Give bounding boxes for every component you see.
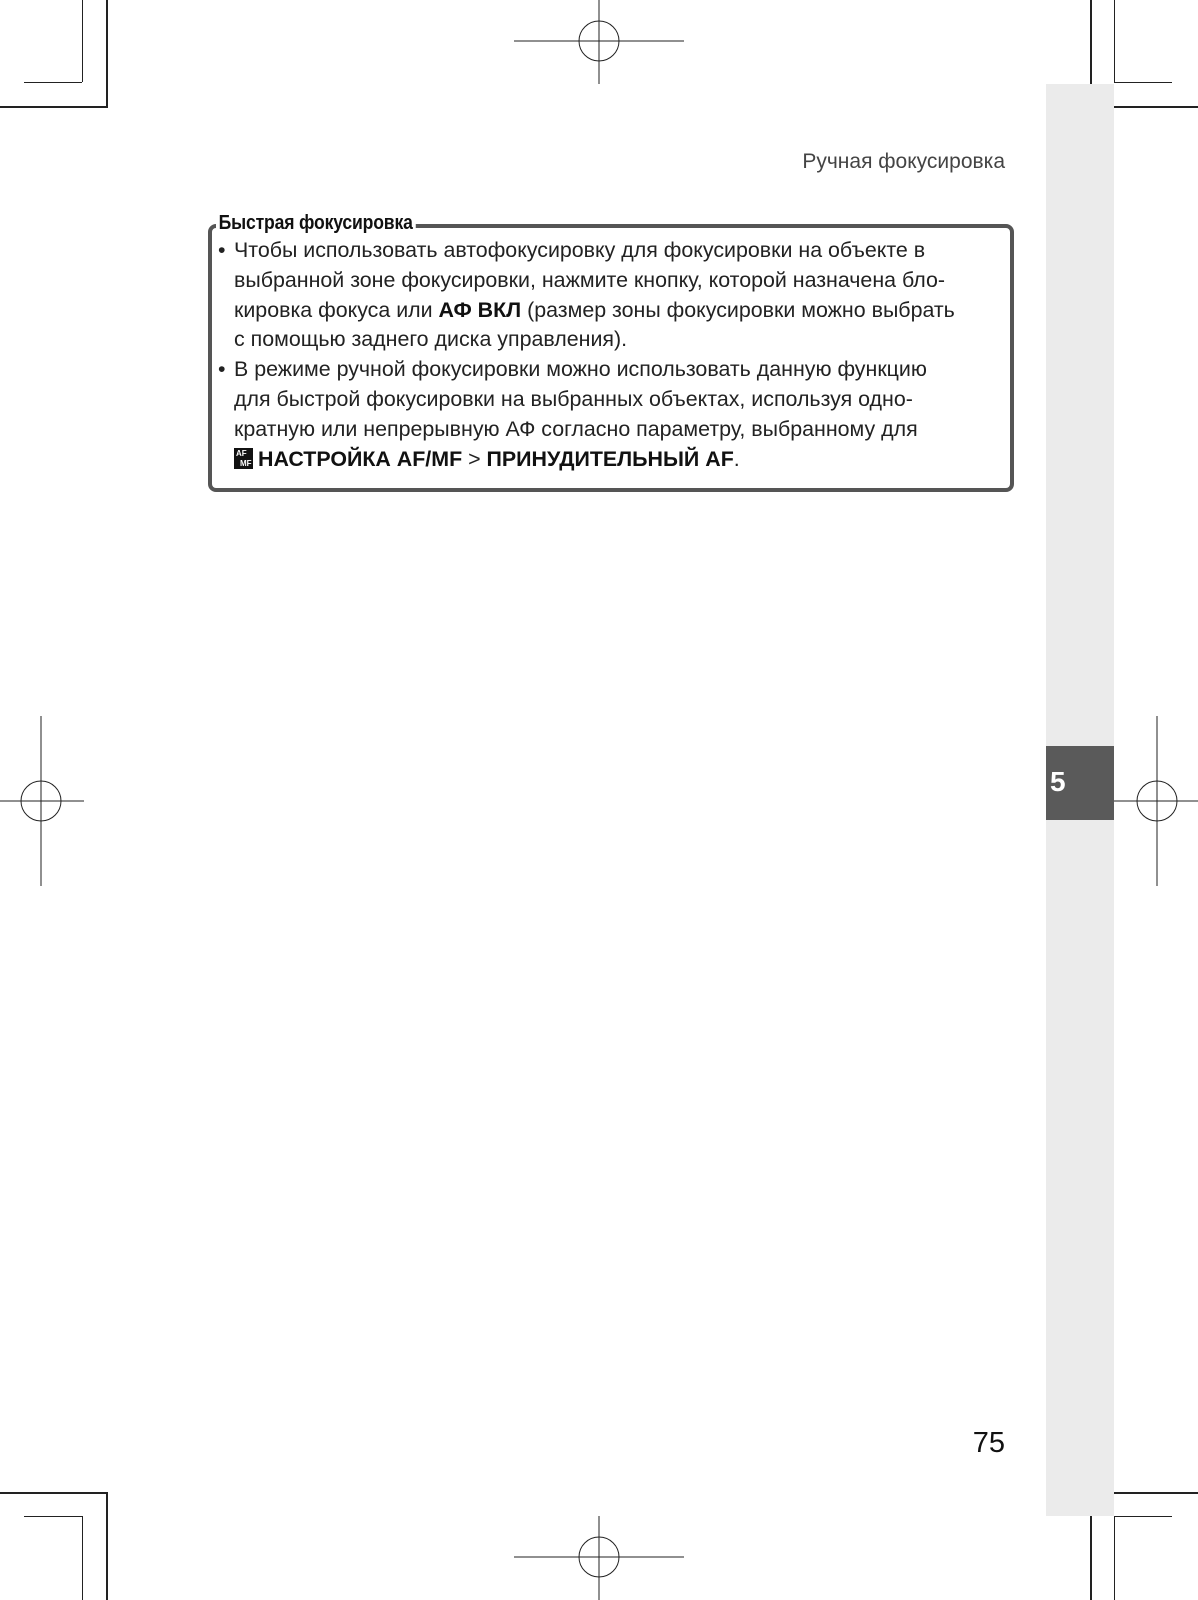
crop-mark (82, 1516, 83, 1600)
running-head: Ручная фокусировка (802, 150, 1005, 173)
list-item (218, 236, 998, 355)
note-title: Быстрая фокусировка (216, 212, 415, 235)
crop-mark (82, 0, 83, 82)
crop-mark (24, 1516, 82, 1517)
crop-mark (0, 106, 108, 108)
text-run: . (733, 446, 740, 471)
menu-label-af-mf-setup: НАСТРОЙКА AF/MF (258, 446, 463, 471)
registration-mark-left (0, 716, 84, 886)
text-line: для быстрой фокусировки на выбранных объектах, используя одно- (234, 386, 913, 411)
list-item (218, 355, 998, 474)
af-on-control-label: АФ ВКЛ (438, 297, 522, 322)
chapter-tab (1046, 746, 1114, 820)
text-run: (размер зоны фокусировки можно выбрать (521, 297, 955, 322)
crop-mark (0, 1492, 108, 1494)
crop-mark (24, 82, 82, 83)
page-number: 75 (972, 1427, 1005, 1459)
crop-mark (1114, 0, 1115, 82)
crop-mark (1114, 1516, 1115, 1600)
text-line (234, 296, 998, 326)
crop-mark (1114, 82, 1172, 83)
icon-text: MF (240, 458, 252, 468)
text-line: выбранной зоне фокусировки, нажмите кнопку, которой назначена бло- (234, 267, 946, 292)
text-line: кратную или непрерывную АФ согласно параметру, выбранному для (234, 416, 918, 441)
menu-separator: > (462, 446, 487, 471)
text-run: кировка фокуса или (234, 297, 439, 322)
text-line: с помощью заднего диска управления). (234, 327, 628, 352)
crop-mark (1114, 1516, 1172, 1517)
icon-text: AF (236, 448, 247, 458)
registration-mark-top (514, 0, 684, 84)
text-line: В режиме ручной фокусировки можно использовать данную функцию (234, 357, 927, 382)
crop-mark (106, 1492, 108, 1600)
registration-mark-bottom (514, 1516, 684, 1600)
note-list (218, 236, 998, 474)
registration-mark-right (1114, 716, 1198, 886)
text-line (234, 445, 998, 475)
af-mf-menu-icon (234, 448, 253, 469)
bullet: • (218, 357, 226, 382)
menu-label-instant-af: ПРИНУДИТЕЛЬНЫЙ AF (486, 446, 734, 471)
text-line: Чтобы использовать автофокусировку для фокусировки на объекте в (234, 238, 926, 262)
chapter-number: 5 (1050, 766, 1066, 797)
bullet: • (218, 238, 226, 262)
crop-mark (106, 0, 108, 108)
